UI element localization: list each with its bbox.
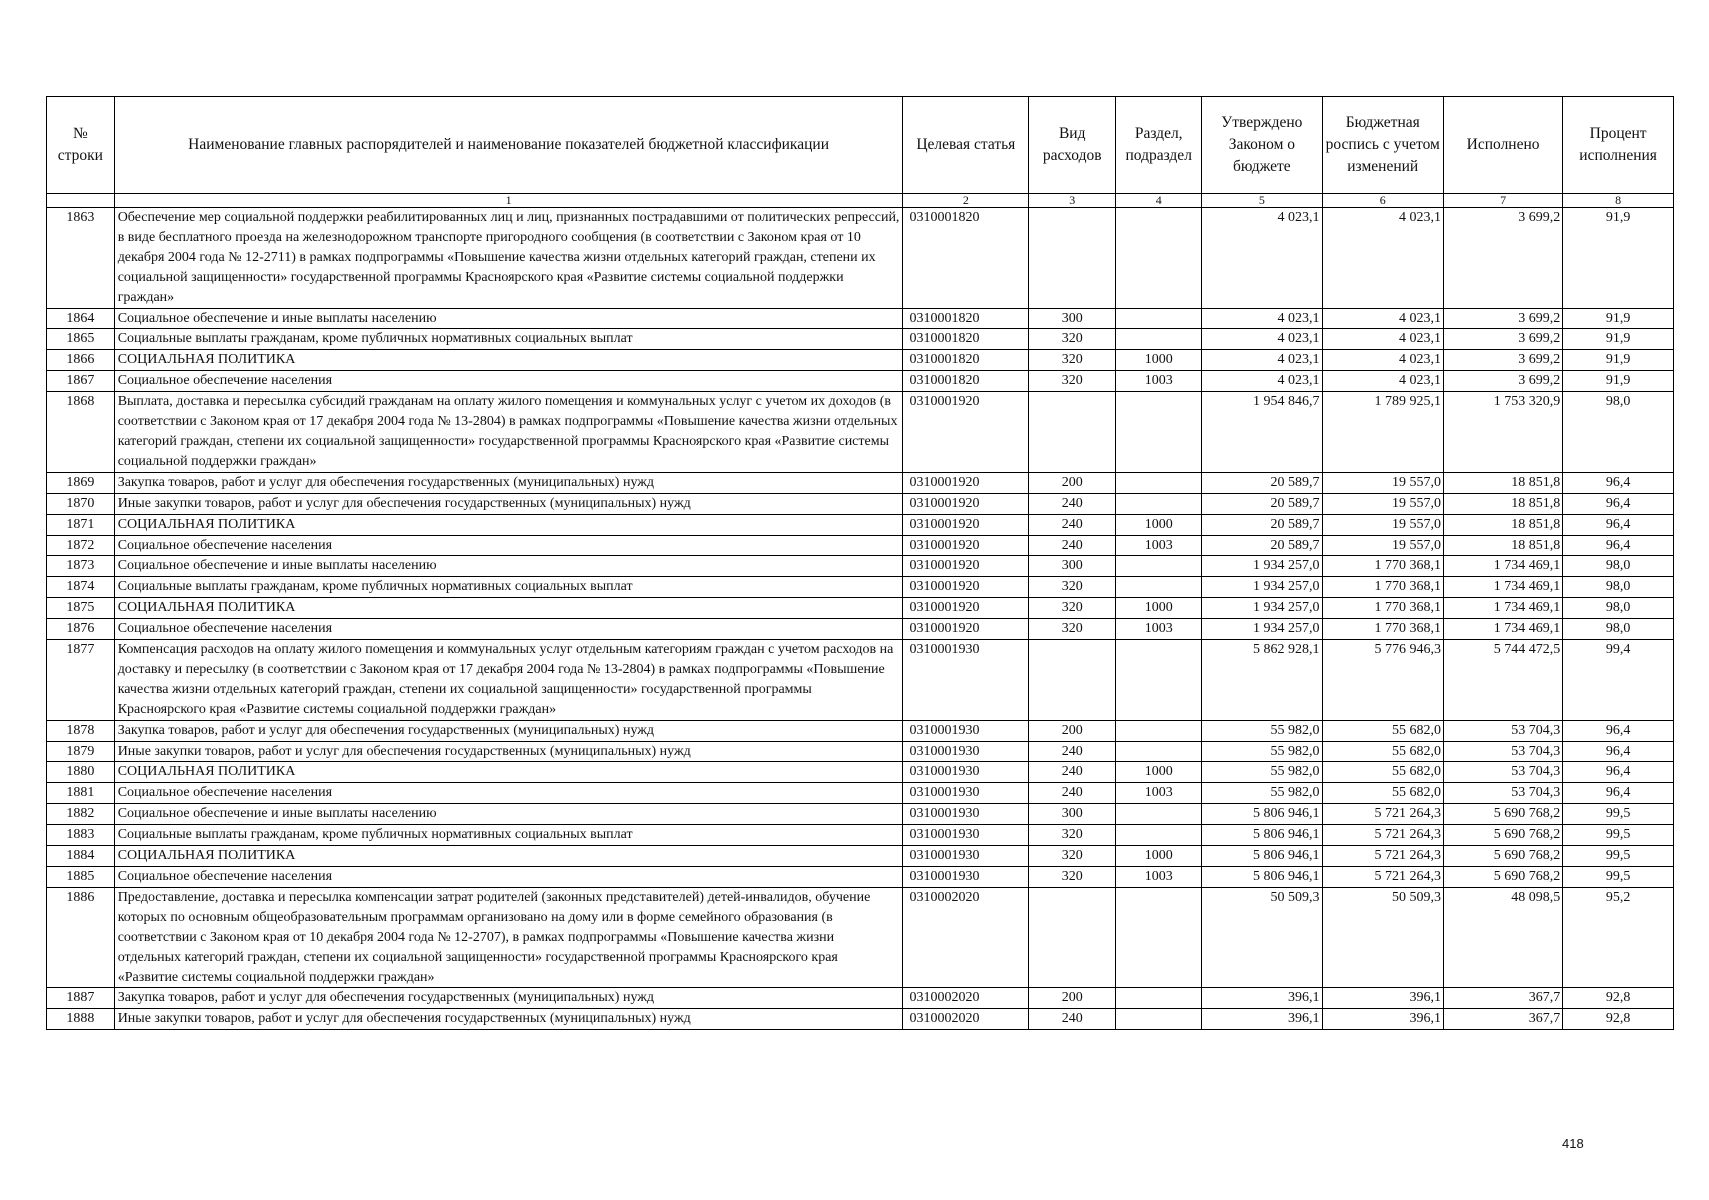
executed-amount: 53 704,3 (1443, 783, 1562, 804)
row-number: 1865 (47, 329, 115, 350)
target-article: 0310001930 (903, 825, 1029, 846)
column-number-row (47, 194, 1674, 208)
budget-list-amount: 19 557,0 (1322, 514, 1443, 535)
row-number: 1867 (47, 371, 115, 392)
header-target-article: Целевая статья (903, 97, 1029, 194)
execution-percent: 99,5 (1563, 804, 1674, 825)
expense-type: 320 (1029, 329, 1116, 350)
row-number: 1869 (47, 472, 115, 493)
section-code (1116, 887, 1202, 988)
approved-amount: 4 023,1 (1202, 371, 1322, 392)
execution-percent: 99,5 (1563, 846, 1674, 867)
table-row (47, 783, 1674, 804)
expense-type: 300 (1029, 556, 1116, 577)
row-name: Иные закупки товаров, работ и услуг для обеспечения государственных (муниципальных) нужд (114, 1009, 903, 1030)
budget-list-amount: 4 023,1 (1322, 208, 1443, 309)
execution-percent: 96,4 (1563, 472, 1674, 493)
execution-percent: 99,4 (1563, 640, 1674, 721)
approved-amount: 396,1 (1202, 1009, 1322, 1030)
row-name: Предоставление, доставка и пересылка компенсации затрат родителей (законных представителей) детей-инвалидов, обучение которых по основным общеобразовательным программам организовано на дому или в форме семейного образования (в соответствии с Законом края от 10 декабря 2004 года № 12-2707), в рамках подпрограммы «Повышение качества жизни отдельных категорий граждан, степени их социальной защищенности» государственной программы Красноярского края «Развитие системы социальной поддержки граждан» (114, 887, 903, 988)
expense-type: 240 (1029, 1009, 1116, 1030)
target-article: 0310001920 (903, 535, 1029, 556)
row-name: СОЦИАЛЬНАЯ ПОЛИТИКА (114, 598, 903, 619)
budget-list-amount: 5 721 264,3 (1322, 867, 1443, 888)
approved-amount: 5 862 928,1 (1202, 640, 1322, 721)
executed-amount: 5 744 472,5 (1443, 640, 1562, 721)
section-code: 1000 (1116, 762, 1202, 783)
execution-percent: 98,0 (1563, 577, 1674, 598)
executed-amount: 18 851,8 (1443, 493, 1562, 514)
row-name: Социальное обеспечение населения (114, 535, 903, 556)
approved-amount: 20 589,7 (1202, 493, 1322, 514)
approved-amount: 55 982,0 (1202, 783, 1322, 804)
execution-percent: 91,9 (1563, 329, 1674, 350)
executed-amount: 53 704,3 (1443, 720, 1562, 741)
approved-amount: 4 023,1 (1202, 308, 1322, 329)
expense-type: 320 (1029, 371, 1116, 392)
target-article: 0310001820 (903, 350, 1029, 371)
approved-amount: 5 806 946,1 (1202, 825, 1322, 846)
row-number: 1877 (47, 640, 115, 721)
budget-list-amount: 55 682,0 (1322, 720, 1443, 741)
execution-percent: 92,8 (1563, 1009, 1674, 1030)
row-name: Закупка товаров, работ и услуг для обеспечения государственных (муниципальных) нужд (114, 988, 903, 1009)
row-name: Закупка товаров, работ и услуг для обеспечения государственных (муниципальных) нужд (114, 472, 903, 493)
expense-type (1029, 392, 1116, 473)
expense-type: 320 (1029, 577, 1116, 598)
page-number: 418 (1562, 1136, 1584, 1151)
budget-list-amount: 4 023,1 (1322, 371, 1443, 392)
target-article: 0310001820 (903, 329, 1029, 350)
column-number: 7 (1443, 194, 1562, 208)
executed-amount: 3 699,2 (1443, 308, 1562, 329)
expense-type: 300 (1029, 308, 1116, 329)
approved-amount: 20 589,7 (1202, 472, 1322, 493)
table-row (47, 371, 1674, 392)
row-name: Социальное обеспечение населения (114, 371, 903, 392)
section-code (1116, 208, 1202, 309)
section-code (1116, 988, 1202, 1009)
section-code: 1000 (1116, 514, 1202, 535)
section-code: 1000 (1116, 598, 1202, 619)
section-code (1116, 493, 1202, 514)
row-name: Социальное обеспечение населения (114, 867, 903, 888)
expense-type: 320 (1029, 598, 1116, 619)
section-code (1116, 804, 1202, 825)
budget-execution-table (46, 96, 1674, 1030)
section-code (1116, 308, 1202, 329)
target-article: 0310001930 (903, 867, 1029, 888)
executed-amount: 5 690 768,2 (1443, 867, 1562, 888)
table-row (47, 577, 1674, 598)
target-article: 0310002020 (903, 1009, 1029, 1030)
column-number: 6 (1322, 194, 1443, 208)
execution-percent: 91,9 (1563, 308, 1674, 329)
row-number: 1879 (47, 741, 115, 762)
execution-percent: 98,0 (1563, 619, 1674, 640)
executed-amount: 53 704,3 (1443, 762, 1562, 783)
budget-list-amount: 19 557,0 (1322, 535, 1443, 556)
target-article: 0310001920 (903, 493, 1029, 514)
expense-type: 300 (1029, 804, 1116, 825)
budget-list-amount: 5 776 946,3 (1322, 640, 1443, 721)
column-number: 3 (1029, 194, 1116, 208)
row-name: Компенсация расходов на оплату жилого помещения и коммунальных услуг отдельным категориям граждан с учетом расходов на доставку и пересылку (в соответствии с Законом края от 17 декабря 2004 года № 13-2804) в рамках подпрограммы «Повышение качества жизни отдельных категорий граждан, степени их социальной защищенности» государственной программы Красноярского края «Развитие системы социальной поддержки граждан» (114, 640, 903, 721)
expense-type: 320 (1029, 846, 1116, 867)
execution-percent: 96,4 (1563, 535, 1674, 556)
section-code (1116, 577, 1202, 598)
approved-amount: 5 806 946,1 (1202, 867, 1322, 888)
section-code (1116, 741, 1202, 762)
budget-list-amount: 55 682,0 (1322, 762, 1443, 783)
column-number: 2 (903, 194, 1029, 208)
budget-list-amount: 1 770 368,1 (1322, 598, 1443, 619)
execution-percent: 91,9 (1563, 350, 1674, 371)
header-name: Наименование главных распорядителей и наименование показателей бюджетной классификации (114, 97, 903, 194)
row-name: Социальное обеспечение и иные выплаты населению (114, 308, 903, 329)
expense-type: 240 (1029, 535, 1116, 556)
executed-amount: 3 699,2 (1443, 371, 1562, 392)
target-article: 0310001930 (903, 804, 1029, 825)
expense-type (1029, 208, 1116, 309)
row-number: 1864 (47, 308, 115, 329)
target-article: 0310001930 (903, 762, 1029, 783)
executed-amount: 48 098,5 (1443, 887, 1562, 988)
row-number: 1874 (47, 577, 115, 598)
target-article: 0310001920 (903, 598, 1029, 619)
table-row (47, 867, 1674, 888)
budget-list-amount: 55 682,0 (1322, 741, 1443, 762)
approved-amount: 1 934 257,0 (1202, 556, 1322, 577)
row-name: Иные закупки товаров, работ и услуг для обеспечения государственных (муниципальных) нужд (114, 493, 903, 514)
budget-list-amount: 5 721 264,3 (1322, 825, 1443, 846)
row-number: 1873 (47, 556, 115, 577)
expense-type: 240 (1029, 762, 1116, 783)
table-row (47, 887, 1674, 988)
executed-amount: 1 734 469,1 (1443, 577, 1562, 598)
executed-amount: 3 699,2 (1443, 208, 1562, 309)
executed-amount: 367,7 (1443, 1009, 1562, 1030)
target-article: 0310001920 (903, 472, 1029, 493)
expense-type: 240 (1029, 783, 1116, 804)
row-name: Выплата, доставка и пересылка субсидий гражданам на оплату жилого помещения и коммунальных услуг с учетом их доходов (в соответствии с Законом края от 17 декабря 2004 года № 13-2804) в рамках подпрограммы «Повышение качества жизни отдельных категорий граждан, степени их социальной защищенности» государственной программы Красноярского края «Развитие системы социальной поддержки граждан» (114, 392, 903, 473)
approved-amount: 20 589,7 (1202, 514, 1322, 535)
approved-amount: 4 023,1 (1202, 350, 1322, 371)
table-row (47, 535, 1674, 556)
executed-amount: 1 734 469,1 (1443, 598, 1562, 619)
budget-list-amount: 55 682,0 (1322, 783, 1443, 804)
budget-list-amount: 1 770 368,1 (1322, 619, 1443, 640)
execution-percent: 96,4 (1563, 720, 1674, 741)
target-article: 0310001930 (903, 640, 1029, 721)
header-section: Раздел, подраздел (1116, 97, 1202, 194)
executed-amount: 367,7 (1443, 988, 1562, 1009)
approved-amount: 1 934 257,0 (1202, 598, 1322, 619)
execution-percent: 96,4 (1563, 783, 1674, 804)
approved-amount: 5 806 946,1 (1202, 804, 1322, 825)
approved-amount: 1 954 846,7 (1202, 392, 1322, 473)
section-code (1116, 472, 1202, 493)
expense-type: 200 (1029, 720, 1116, 741)
target-article: 0310001820 (903, 371, 1029, 392)
table-body (47, 208, 1674, 1030)
table-row (47, 598, 1674, 619)
row-name: Обеспечение мер социальной поддержки реабилитированных лиц и лиц, признанных пострадавшими от политических репрессий, в виде бесплатного проезда на железнодорожном транспорте пригородного сообщения (в соответствии с Законом края от 10 декабря 2004 года № 12-2711) в рамках подпрограммы «Повышение качества жизни отдельных категорий граждан, степени их социальной защищенности» государственной программы Красноярского края «Развитие системы социальной поддержки граждан» (114, 208, 903, 309)
budget-list-amount: 4 023,1 (1322, 350, 1443, 371)
execution-percent: 99,5 (1563, 867, 1674, 888)
expense-type: 240 (1029, 741, 1116, 762)
row-number: 1872 (47, 535, 115, 556)
table-row (47, 308, 1674, 329)
header-row-number: № строки (47, 97, 115, 194)
budget-table-sheet (46, 96, 1674, 1030)
row-number: 1885 (47, 867, 115, 888)
execution-percent: 91,9 (1563, 371, 1674, 392)
row-number: 1863 (47, 208, 115, 309)
table-row (47, 640, 1674, 721)
execution-percent: 91,9 (1563, 208, 1674, 309)
row-name: Социальное обеспечение населения (114, 619, 903, 640)
row-name: Социальные выплаты гражданам, кроме публичных нормативных социальных выплат (114, 825, 903, 846)
executed-amount: 5 690 768,2 (1443, 825, 1562, 846)
table-row (47, 619, 1674, 640)
column-number: 4 (1116, 194, 1202, 208)
approved-amount: 55 982,0 (1202, 762, 1322, 783)
budget-list-amount: 50 509,3 (1322, 887, 1443, 988)
budget-list-amount: 4 023,1 (1322, 308, 1443, 329)
target-article: 0310001930 (903, 783, 1029, 804)
column-number: 5 (1202, 194, 1322, 208)
executed-amount: 1 734 469,1 (1443, 619, 1562, 640)
executed-amount: 18 851,8 (1443, 472, 1562, 493)
budget-list-amount: 1 770 368,1 (1322, 577, 1443, 598)
target-article: 0310001930 (903, 741, 1029, 762)
section-code (1116, 720, 1202, 741)
row-number: 1880 (47, 762, 115, 783)
approved-amount: 55 982,0 (1202, 741, 1322, 762)
table-row (47, 514, 1674, 535)
row-name: Социальные выплаты гражданам, кроме публичных нормативных социальных выплат (114, 329, 903, 350)
budget-list-amount: 1 789 925,1 (1322, 392, 1443, 473)
target-article: 0310001920 (903, 556, 1029, 577)
execution-percent: 96,4 (1563, 741, 1674, 762)
table-row (47, 208, 1674, 309)
header-row (47, 97, 1674, 194)
approved-amount: 1 934 257,0 (1202, 577, 1322, 598)
target-article: 0310001920 (903, 619, 1029, 640)
target-article: 0310001920 (903, 392, 1029, 473)
expense-type: 320 (1029, 350, 1116, 371)
table-row (47, 988, 1674, 1009)
section-code (1116, 556, 1202, 577)
execution-percent: 92,8 (1563, 988, 1674, 1009)
executed-amount: 5 690 768,2 (1443, 846, 1562, 867)
expense-type: 200 (1029, 472, 1116, 493)
table-row (47, 493, 1674, 514)
section-code (1116, 1009, 1202, 1030)
executed-amount: 5 690 768,2 (1443, 804, 1562, 825)
executed-amount: 1 753 320,9 (1443, 392, 1562, 473)
table-row (47, 350, 1674, 371)
row-number: 1868 (47, 392, 115, 473)
row-number: 1875 (47, 598, 115, 619)
table-row (47, 392, 1674, 473)
budget-list-amount: 4 023,1 (1322, 329, 1443, 350)
budget-list-amount: 19 557,0 (1322, 472, 1443, 493)
row-number: 1881 (47, 783, 115, 804)
executed-amount: 18 851,8 (1443, 514, 1562, 535)
row-name: Иные закупки товаров, работ и услуг для обеспечения государственных (муниципальных) нужд (114, 741, 903, 762)
approved-amount: 1 934 257,0 (1202, 619, 1322, 640)
table-row (47, 804, 1674, 825)
row-name: Социальное обеспечение и иные выплаты населению (114, 804, 903, 825)
column-number: 1 (114, 194, 903, 208)
column-number-blank (47, 194, 115, 208)
header-budget-list: Бюджетная роспись с учетом изменений (1322, 97, 1443, 194)
section-code (1116, 329, 1202, 350)
table-row (47, 472, 1674, 493)
expense-type: 200 (1029, 988, 1116, 1009)
row-number: 1882 (47, 804, 115, 825)
target-article: 0310001820 (903, 308, 1029, 329)
expense-type (1029, 887, 1116, 988)
row-number: 1888 (47, 1009, 115, 1030)
table-row (47, 741, 1674, 762)
budget-list-amount: 5 721 264,3 (1322, 846, 1443, 867)
execution-percent: 99,5 (1563, 825, 1674, 846)
section-code (1116, 640, 1202, 721)
row-name: Социальное обеспечение и иные выплаты населению (114, 556, 903, 577)
table-row (47, 720, 1674, 741)
row-name: СОЦИАЛЬНАЯ ПОЛИТИКА (114, 514, 903, 535)
target-article: 0310001820 (903, 208, 1029, 309)
row-name: Социальные выплаты гражданам, кроме публичных нормативных социальных выплат (114, 577, 903, 598)
table-row (47, 329, 1674, 350)
approved-amount: 55 982,0 (1202, 720, 1322, 741)
target-article: 0310001920 (903, 514, 1029, 535)
target-article: 0310001930 (903, 720, 1029, 741)
target-article: 0310001930 (903, 846, 1029, 867)
target-article: 0310002020 (903, 887, 1029, 988)
executed-amount: 53 704,3 (1443, 741, 1562, 762)
row-name: СОЦИАЛЬНАЯ ПОЛИТИКА (114, 762, 903, 783)
section-code (1116, 392, 1202, 473)
table-row (47, 762, 1674, 783)
execution-percent: 98,0 (1563, 392, 1674, 473)
expense-type: 240 (1029, 493, 1116, 514)
row-number: 1886 (47, 887, 115, 988)
expense-type: 320 (1029, 825, 1116, 846)
target-article: 0310001920 (903, 577, 1029, 598)
row-number: 1871 (47, 514, 115, 535)
approved-amount: 20 589,7 (1202, 535, 1322, 556)
row-number: 1878 (47, 720, 115, 741)
header-percent: Процент исполнения (1563, 97, 1674, 194)
column-number: 8 (1563, 194, 1674, 208)
table-row (47, 846, 1674, 867)
header-executed: Исполнено (1443, 97, 1562, 194)
approved-amount: 50 509,3 (1202, 887, 1322, 988)
header-approved: Утверждено Законом о бюджете (1202, 97, 1322, 194)
section-code (1116, 825, 1202, 846)
executed-amount: 1 734 469,1 (1443, 556, 1562, 577)
section-code: 1000 (1116, 846, 1202, 867)
executed-amount: 18 851,8 (1443, 535, 1562, 556)
executed-amount: 3 699,2 (1443, 329, 1562, 350)
expense-type (1029, 640, 1116, 721)
budget-list-amount: 19 557,0 (1322, 493, 1443, 514)
target-article: 0310002020 (903, 988, 1029, 1009)
section-code: 1003 (1116, 867, 1202, 888)
execution-percent: 96,4 (1563, 514, 1674, 535)
table-row (47, 1009, 1674, 1030)
execution-percent: 95,2 (1563, 887, 1674, 988)
execution-percent: 98,0 (1563, 556, 1674, 577)
execution-percent: 96,4 (1563, 493, 1674, 514)
expense-type: 320 (1029, 867, 1116, 888)
executed-amount: 3 699,2 (1443, 350, 1562, 371)
execution-percent: 96,4 (1563, 762, 1674, 783)
budget-list-amount: 5 721 264,3 (1322, 804, 1443, 825)
row-number: 1866 (47, 350, 115, 371)
section-code: 1003 (1116, 783, 1202, 804)
budget-list-amount: 396,1 (1322, 988, 1443, 1009)
budget-list-amount: 1 770 368,1 (1322, 556, 1443, 577)
section-code: 1003 (1116, 535, 1202, 556)
approved-amount: 5 806 946,1 (1202, 846, 1322, 867)
row-name: Социальное обеспечение населения (114, 783, 903, 804)
budget-list-amount: 396,1 (1322, 1009, 1443, 1030)
table-row (47, 556, 1674, 577)
section-code: 1003 (1116, 619, 1202, 640)
expense-type: 240 (1029, 514, 1116, 535)
row-name: СОЦИАЛЬНАЯ ПОЛИТИКА (114, 350, 903, 371)
row-name: Закупка товаров, работ и услуг для обеспечения государственных (муниципальных) нужд (114, 720, 903, 741)
execution-percent: 98,0 (1563, 598, 1674, 619)
row-number: 1883 (47, 825, 115, 846)
expense-type: 320 (1029, 619, 1116, 640)
section-code: 1000 (1116, 350, 1202, 371)
row-name: СОЦИАЛЬНАЯ ПОЛИТИКА (114, 846, 903, 867)
approved-amount: 4 023,1 (1202, 208, 1322, 309)
section-code: 1003 (1116, 371, 1202, 392)
approved-amount: 4 023,1 (1202, 329, 1322, 350)
header-expense-type: Вид расходов (1029, 97, 1116, 194)
approved-amount: 396,1 (1202, 988, 1322, 1009)
row-number: 1887 (47, 988, 115, 1009)
row-number: 1876 (47, 619, 115, 640)
row-number: 1884 (47, 846, 115, 867)
table-row (47, 825, 1674, 846)
row-number: 1870 (47, 493, 115, 514)
